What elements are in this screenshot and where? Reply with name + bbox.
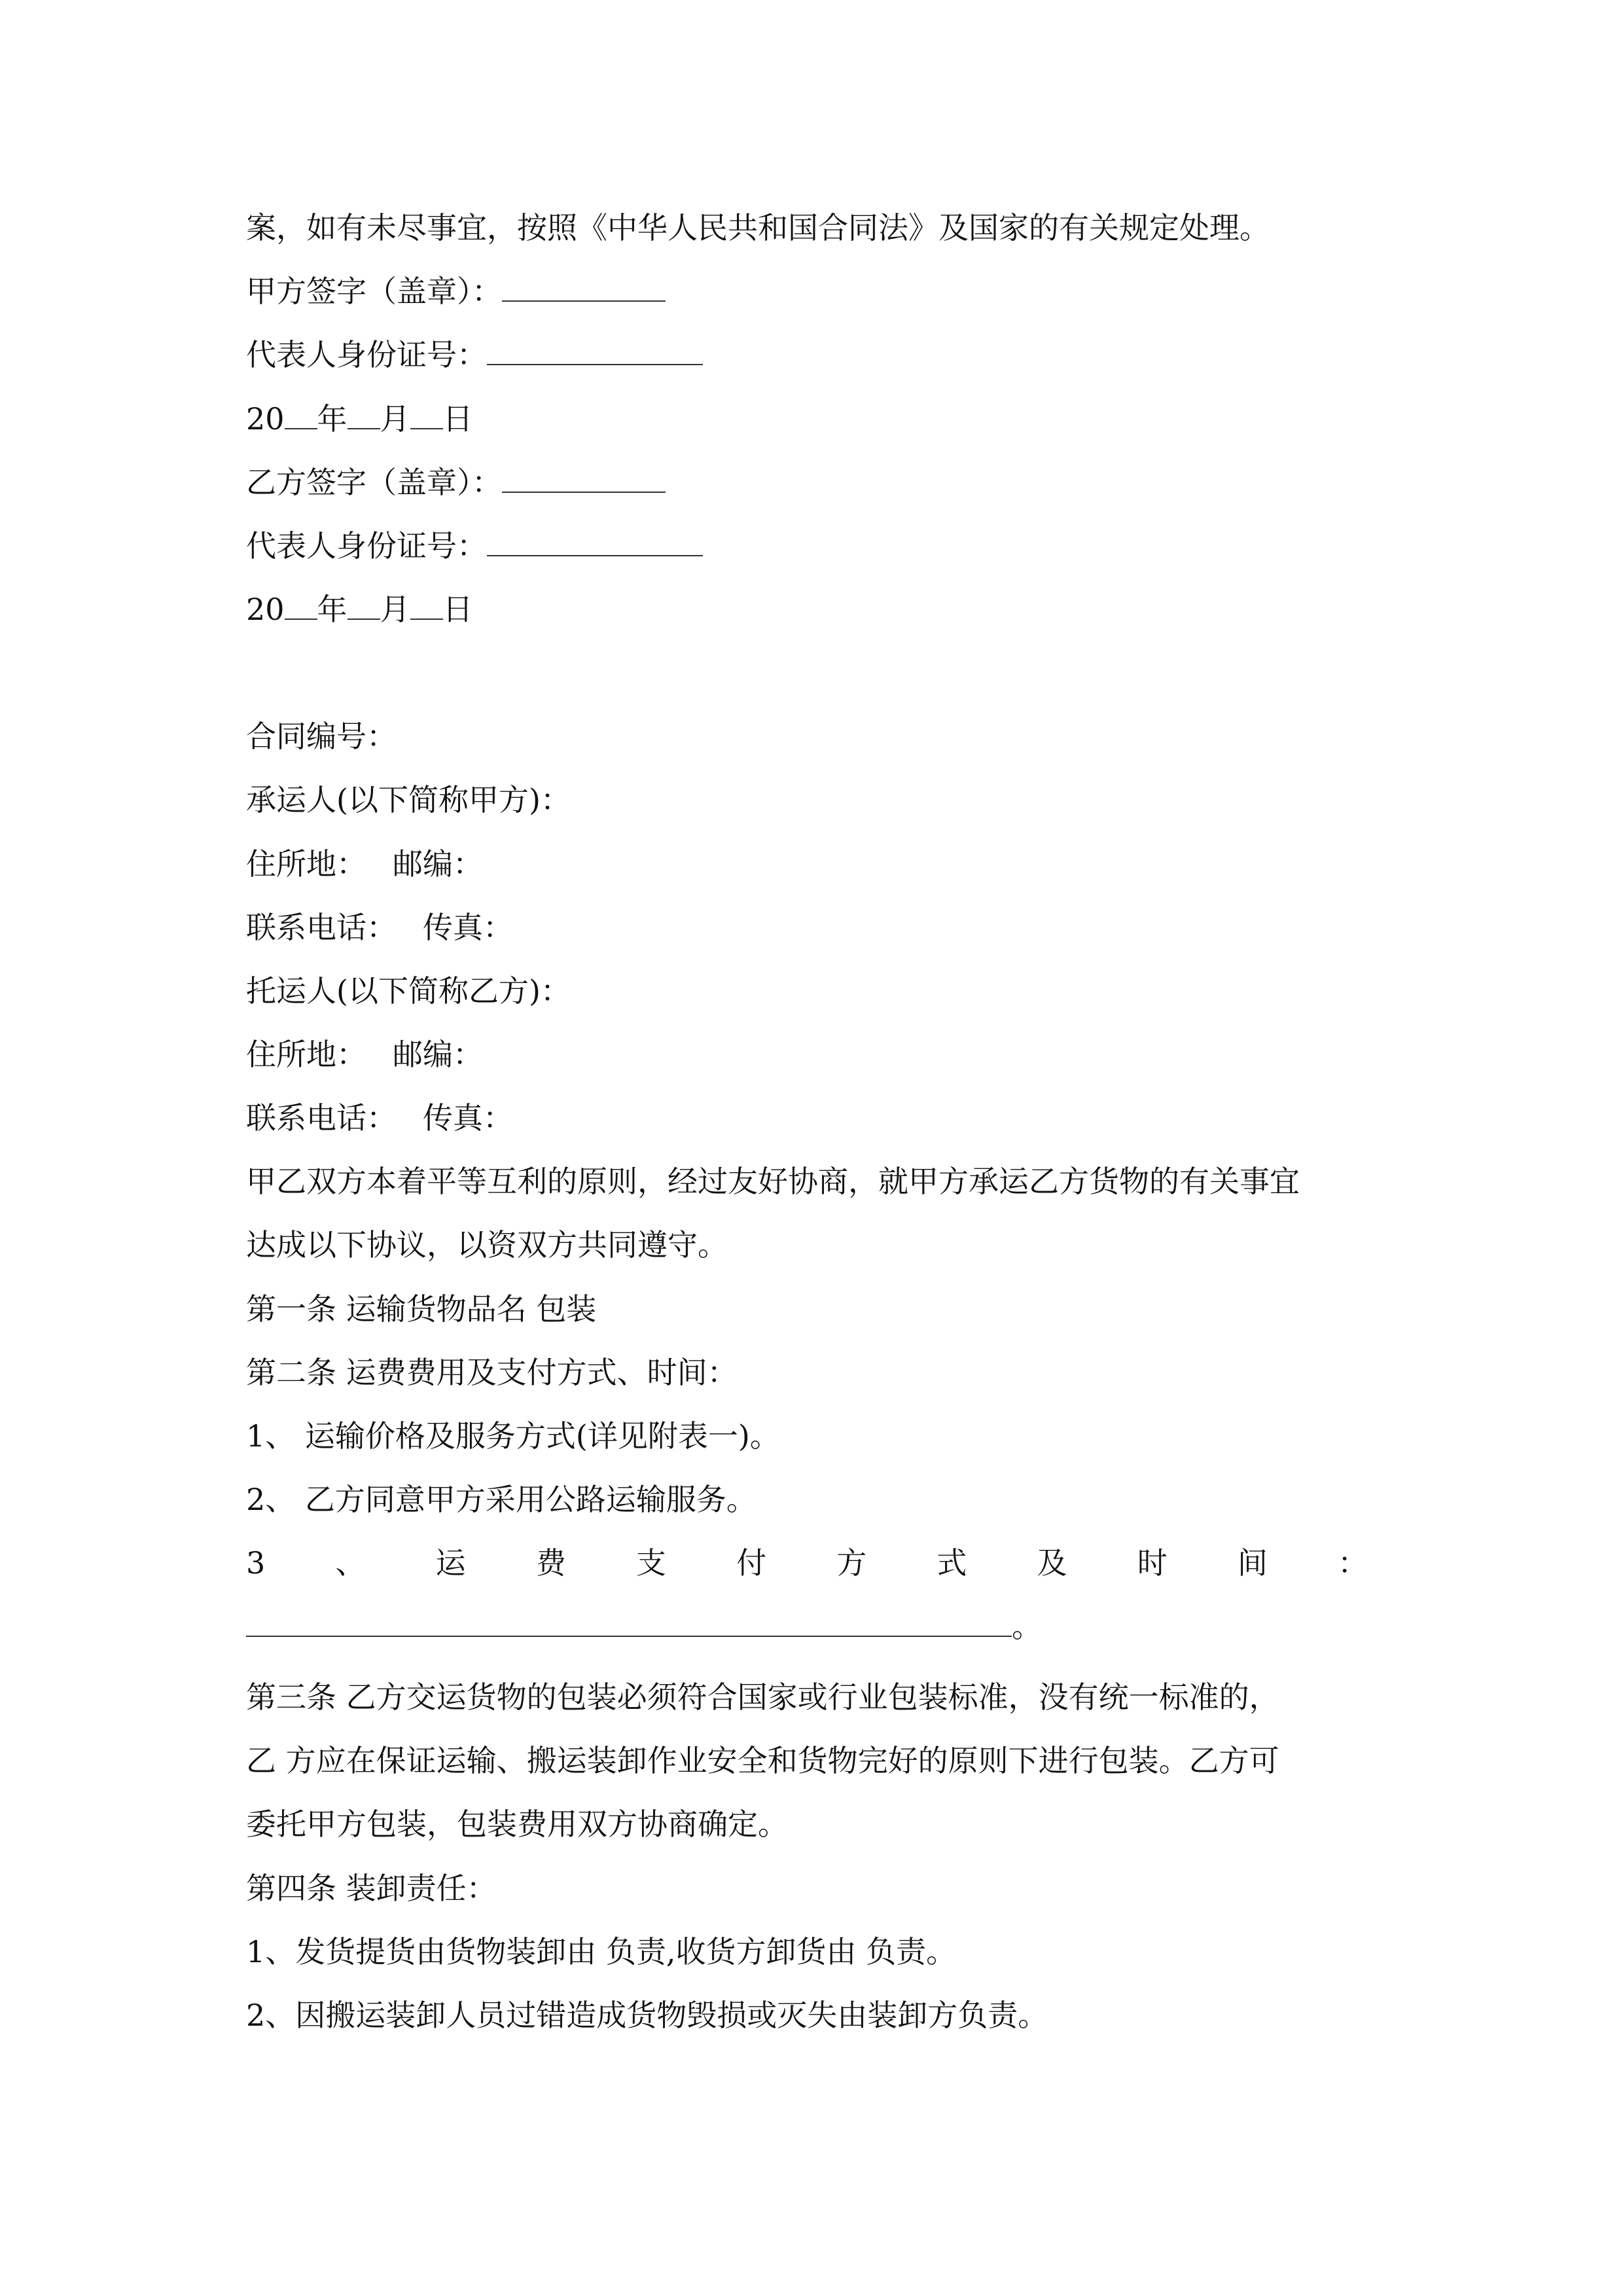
payment-method-blank[interactable] — [246, 1609, 1012, 1637]
year-prefix: 20 — [246, 401, 285, 437]
text-line: 2、因搬运装卸人员过错造成货物毁损或灭失由装卸方负责。 — [246, 1998, 1048, 2033]
shipper-address-line — [246, 1035, 483, 1074]
party-a-signature-label: 甲方签字（盖章）： — [246, 274, 502, 309]
fax-label: 传真： — [423, 1100, 513, 1136]
party-b-signature-label: 乙方签字（盖章）： — [246, 465, 502, 500]
text-line: 委托甲方包装，包装费用双方协商确定。 — [246, 1806, 788, 1842]
party-b-signature-line — [246, 463, 666, 502]
shipper-line: 托运人(以下简称乙方)： — [246, 973, 571, 1009]
text-line: 2、 乙方同意甲方采用公路运输服务。 — [246, 1482, 757, 1517]
justified-char: 付 — [736, 1545, 767, 1581]
justified-char: 及 — [1037, 1545, 1067, 1581]
id-number-label: 代表人身份证号： — [246, 337, 487, 372]
article-3-text: 第三条 乙方交运货物的包装必须符合国家或行业包装标准，没有统一标准的， — [246, 1679, 1279, 1715]
party-b-date-line — [246, 590, 473, 629]
article-1-heading: 第一条 运输货物品名 包装 — [246, 1291, 597, 1327]
justified-char: 方 — [836, 1545, 867, 1581]
id-number-blank[interactable] — [487, 338, 703, 365]
justified-char: 间 — [1237, 1545, 1268, 1581]
text-line: 达成以下协议，以资双方共同遵守。 — [246, 1227, 728, 1263]
justified-char: 费 — [535, 1545, 566, 1581]
carrier-address-line — [246, 844, 483, 884]
id-number-label: 代表人身份证号： — [246, 528, 487, 564]
party-a-id-line — [246, 335, 703, 374]
justified-char: ： — [1338, 1545, 1368, 1581]
day-blank[interactable] — [410, 592, 443, 620]
postcode-label: 邮编： — [393, 846, 483, 882]
justified-char: 3 — [246, 1545, 266, 1581]
party-a-signature-line — [246, 272, 666, 311]
text-line: 1、 运输价格及服务方式(详见附表一)。 — [246, 1418, 780, 1454]
text-line: 案，如有未尽事宜，按照《中华人民共和国合同法》及国家的有关规定处理。 — [246, 210, 1270, 245]
month-label: 月 — [380, 401, 410, 437]
year-blank[interactable] — [285, 592, 317, 620]
month-label: 月 — [380, 592, 410, 627]
justified-char: 式 — [936, 1545, 967, 1581]
justified-char: 运 — [435, 1545, 466, 1581]
justified-char: 支 — [635, 1545, 666, 1581]
postcode-label: 邮编： — [393, 1037, 483, 1072]
year-blank[interactable] — [285, 402, 317, 429]
phone-label: 联系电话： — [246, 1100, 397, 1136]
text-line: 乙 方应在保证运输、搬运装卸作业安全和货物完好的原则下进行包装。乙方可 — [246, 1743, 1279, 1778]
party-b-id-line — [246, 526, 703, 565]
article-4-heading: 第四条 装卸责任： — [246, 1871, 497, 1906]
fax-label: 传真： — [423, 910, 513, 945]
year-label: 年 — [317, 592, 348, 627]
text-line: 甲乙双方本着平等互利的原则，经过友好协商，就甲方承运乙方货物的有关事宜 — [246, 1164, 1300, 1199]
shipper-phone-line — [246, 1098, 513, 1138]
justified-char: 、 — [335, 1545, 366, 1581]
text-line: 1、发货提货由货物装卸由 负责,收货方卸货由 负责。 — [246, 1934, 957, 1969]
day-label: 日 — [442, 401, 473, 437]
justified-char: 时 — [1137, 1545, 1168, 1581]
address-label: 住所地： — [246, 846, 366, 882]
payment-blank-line — [246, 1607, 1042, 1646]
contract-number-line: 合同编号： — [246, 719, 397, 754]
payment-method-line — [246, 1543, 1368, 1583]
party-a-date-line — [246, 399, 473, 439]
phone-label: 联系电话： — [246, 910, 397, 945]
year-prefix: 20 — [246, 592, 285, 627]
month-blank[interactable] — [348, 592, 380, 620]
day-label: 日 — [442, 592, 473, 627]
carrier-phone-line — [246, 908, 513, 947]
month-blank[interactable] — [348, 402, 380, 429]
signature-blank[interactable] — [502, 465, 666, 493]
carrier-line: 承运人(以下简称甲方)： — [246, 782, 571, 817]
address-label: 住所地： — [246, 1037, 366, 1072]
article-2-heading: 第二条 运费费用及支付方式、时间： — [246, 1355, 738, 1390]
period-mark: 。 — [1012, 1609, 1042, 1644]
year-label: 年 — [317, 401, 348, 437]
id-number-blank[interactable] — [487, 529, 703, 556]
signature-blank[interactable] — [502, 274, 666, 302]
day-blank[interactable] — [410, 402, 443, 429]
